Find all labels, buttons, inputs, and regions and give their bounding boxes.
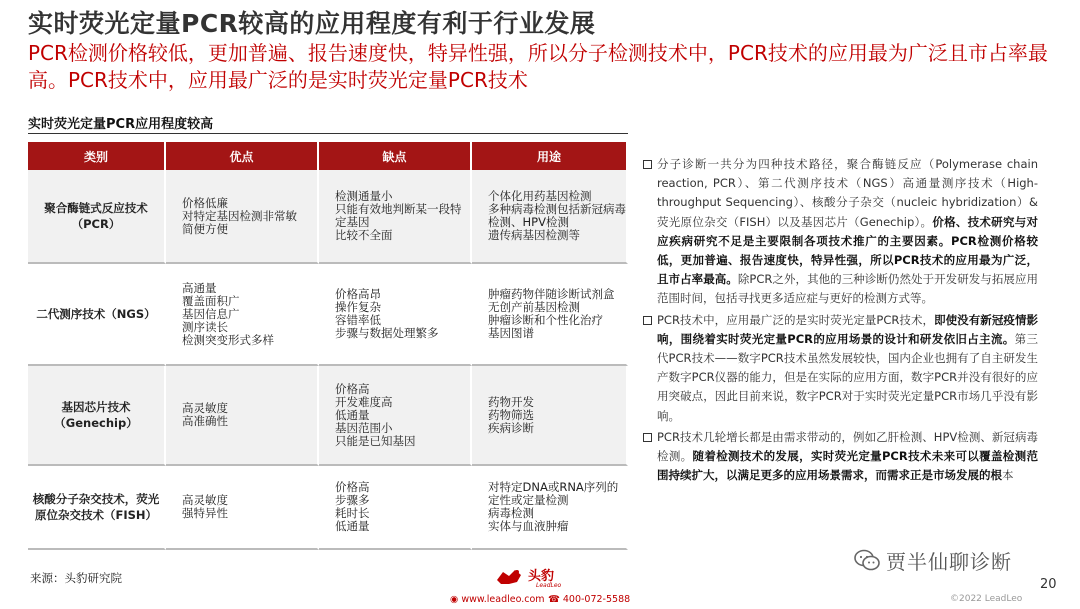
page-title: 实时荧光定量PCR较高的应用程度有利于行业发展 bbox=[28, 9, 596, 38]
list-item: • 开发难度高 bbox=[335, 396, 470, 409]
wechat-icon bbox=[854, 549, 880, 571]
cons-cell bbox=[319, 170, 472, 264]
wechat-watermark bbox=[850, 543, 1016, 577]
list-item: • 步骤与数据处理繁多 bbox=[335, 327, 470, 340]
table-row bbox=[28, 366, 628, 466]
list-item: • 价格高昂 bbox=[335, 288, 470, 301]
analysis-paragraph bbox=[643, 155, 1038, 309]
cons-cell bbox=[319, 264, 472, 366]
checkbox-bullet-icon bbox=[643, 316, 652, 325]
list-item: • 实体与血液肿瘤 bbox=[488, 520, 626, 533]
list-item: • 只能是已知基因 bbox=[335, 435, 470, 448]
category-cell: 基因芯片技术（Genechip） bbox=[28, 366, 166, 466]
copyright: ©2022 LeadLeo bbox=[950, 594, 1023, 604]
list-item: • 多种病毒检测包括新冠病毒检测、HPV检测 bbox=[488, 203, 626, 229]
header-pros: 优点 bbox=[166, 142, 319, 170]
header-category: 类别 bbox=[28, 142, 166, 170]
header-uses: 用途 bbox=[472, 142, 628, 170]
category-cell: 核酸分子杂交技术，荧光原位杂交技术（FISH） bbox=[28, 466, 166, 550]
watermark-text: 贾半仙聊诊断 bbox=[886, 549, 1012, 574]
website-text: www.leadleo.com bbox=[461, 594, 545, 605]
list-item: • 高准确性 bbox=[182, 415, 317, 428]
globe-icon: ◉ bbox=[450, 594, 462, 605]
cons-cell bbox=[319, 466, 472, 550]
cons-cell bbox=[319, 366, 472, 466]
list-item: • 对特定DNA或RNA序列的定性或定量检测 bbox=[488, 481, 626, 507]
phone-icon: ☎ bbox=[548, 594, 563, 605]
page-subtitle: PCR检测价格较低，更加普遍、报告速度快，特异性强，所以分子检测技术中，PCR技术的应用最为广泛且市占率最高。PCR技术中，应用最广泛的是实时荧光定量PCR技术 bbox=[28, 41, 1048, 92]
analysis-paragraph bbox=[643, 428, 1038, 486]
list-item: • 肿瘤药物伴随诊断试剂盒 bbox=[488, 288, 626, 301]
list-item: • 强特异性 bbox=[182, 507, 317, 520]
list-item: • 药物开发 bbox=[488, 396, 626, 409]
table-row bbox=[28, 264, 628, 366]
list-item: • 只能有效地判断某一段特定基因 bbox=[335, 203, 470, 229]
source-note: 来源：头豹研究院 bbox=[30, 571, 122, 585]
table-caption: 实时荧光定量PCR应用程度较高 bbox=[28, 117, 214, 132]
list-item: • 病毒检测 bbox=[488, 507, 626, 520]
pros-cell bbox=[166, 264, 319, 366]
paragraph-emphasis: 即使没有新冠疫情影响，围绕着实时荧光定量PCR的应用场景的设计和研发依旧占主流。 bbox=[657, 312, 1038, 346]
pros-cell bbox=[166, 366, 319, 466]
list-item: • 检测突变形式多样 bbox=[182, 334, 317, 347]
list-item: • 检测通量小 bbox=[335, 190, 470, 203]
list-item: • 基因图谱 bbox=[488, 327, 626, 340]
paragraph-text: 除PCR之外，其他的三种诊断仍然处于开发研发与拓展应用范围时间，包括寻找更多适应症与更好的检测方式等。 bbox=[657, 272, 1039, 306]
list-item: • 基因信息广 bbox=[182, 308, 317, 321]
website-link[interactable] bbox=[450, 594, 545, 605]
phone-text: 400-072-5588 bbox=[562, 594, 631, 605]
list-item: • 覆盖面积广 bbox=[182, 295, 317, 308]
list-item: • 比较不全面 bbox=[335, 229, 470, 242]
list-item: • 操作复杂 bbox=[335, 301, 470, 314]
comparison-table bbox=[28, 142, 628, 550]
uses-cell bbox=[472, 366, 628, 466]
list-item: • 价格高 bbox=[335, 383, 470, 396]
table-row bbox=[28, 466, 628, 550]
caption-divider bbox=[28, 133, 628, 134]
uses-cell bbox=[472, 466, 628, 550]
list-item: • 耗时长 bbox=[335, 507, 470, 520]
paragraph-text: PCR技术几轮增长都是由需求带动的，例如乙肝检测、HPV检测、新冠病毒检测。 bbox=[657, 429, 1038, 464]
list-item: • 高灵敏度 bbox=[182, 494, 317, 507]
list-item: • 药物筛选 bbox=[488, 409, 626, 422]
checkbox-bullet-icon bbox=[643, 433, 652, 442]
pros-cell bbox=[166, 466, 319, 550]
list-item: • 个体化用药基因检测 bbox=[488, 190, 626, 203]
list-item: • 对特定基因检测非常敏 bbox=[182, 210, 317, 223]
paragraph-emphasis: 价格、技术研究与对应疾病研究不足是主要限制各项技术推广的主要因素。PCR检测价格较低，更加普遍、报告速度快，特异性强，所以PCR技术的应用最为广泛，且市占率最高。 bbox=[657, 214, 1038, 287]
analysis-paragraph bbox=[643, 311, 1038, 426]
paragraph-emphasis: 随着检测技术的发展，实时荧光定量PCR技术未来可以覆盖检测范围持续扩大，以满足更多的应用场景需求，而需求正是市场发展的根 bbox=[657, 449, 1038, 483]
paragraph-text: 第三代PCR技术——数字PCR技术虽然发展较快，国内企业也拥有了自主研发生产数字PCR仪器的能力，但是在实际的应用方面，数字PCR并没有很好的应用突破点，因此目前来说，数字PCR对于实时荧光定量PCR市场几乎没有影响。 bbox=[657, 331, 1038, 423]
analysis-panel bbox=[643, 155, 1038, 487]
list-item: • 低通量 bbox=[335, 409, 470, 422]
uses-cell bbox=[472, 170, 628, 264]
logo-text: 头豹 bbox=[528, 569, 555, 584]
list-item: • 肿瘤诊断和个性化治疗 bbox=[488, 314, 626, 327]
table-row bbox=[28, 170, 628, 264]
page-number: 20 bbox=[1040, 577, 1057, 592]
list-item: • 无创产前基因检测 bbox=[488, 301, 626, 314]
uses-cell bbox=[472, 264, 628, 366]
paragraph-text: 本 bbox=[1002, 468, 1014, 483]
list-item: • 高灵敏度 bbox=[182, 402, 317, 415]
list-item: • 低通量 bbox=[335, 520, 470, 533]
phone-number bbox=[548, 594, 630, 605]
checkbox-bullet-icon bbox=[643, 160, 652, 169]
list-item: • 基因范围小 bbox=[335, 422, 470, 435]
category-cell: 聚合酶链式反应技术（PCR） bbox=[28, 170, 166, 264]
list-item: • 容错率低 bbox=[335, 314, 470, 327]
list-item: • 简便方便 bbox=[182, 223, 317, 236]
list-item: • 测序读长 bbox=[182, 321, 317, 334]
logo-subtext: LeadLeo bbox=[536, 582, 562, 589]
list-item: • 遗传病基因检测等 bbox=[488, 229, 626, 242]
list-item: • 疾病诊断 bbox=[488, 422, 626, 435]
list-item: • 步骤多 bbox=[335, 494, 470, 507]
category-cell: 二代测序技术（NGS） bbox=[28, 264, 166, 366]
header-cons: 缺点 bbox=[319, 142, 472, 170]
paragraph-text: 分子诊断一共分为四种技术路径，聚合酶链反应（Polymerase chain reaction, PCR）、第二代测序技术（NGS）高通量测序技术（High-throughput Sequencing）、核酸分子杂交（nucleic hybridization）&荧光原位杂交（FISH）以及基因芯片（Genechip）。 bbox=[657, 157, 1038, 229]
list-item: • 价格低廉 bbox=[182, 197, 317, 210]
list-item: • 高通量 bbox=[182, 282, 317, 295]
pros-cell bbox=[166, 170, 319, 264]
list-item: • 价格高 bbox=[335, 481, 470, 494]
paragraph-text: PCR技术中，应用最广泛的是实时荧光定量PCR技术， bbox=[657, 312, 935, 327]
